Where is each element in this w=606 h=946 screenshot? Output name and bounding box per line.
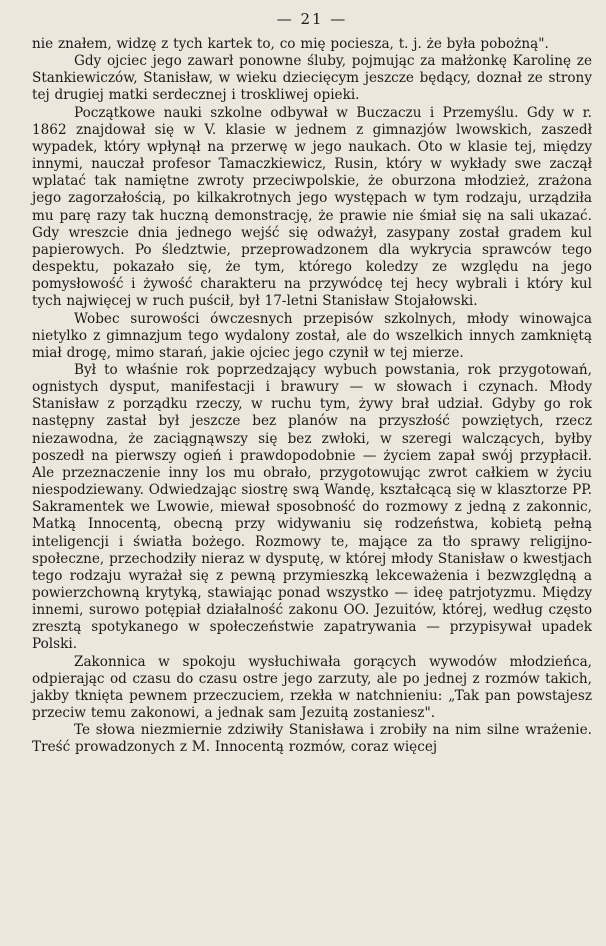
page-number: — 21 — bbox=[276, 10, 348, 28]
paragraph-2: Gdy ojciec jego zawarł ponowne śluby, pojmując za małżonkę Karolinę ze Stankiewiczów, Stanisław, w wieku dziecięcym jeszcze będący, doznał ze strony tej drugiej matki serdecznej i troskliwej opieki. bbox=[32, 53, 592, 104]
paragraph-7: Te słowa niezmiernie zdziwiły Stanisława i zrobiły na nim silne wrażenie. Treść prowadzonych z M. Innocentą rozmów, coraz więcej bbox=[32, 722, 592, 756]
paragraph-3: Początkowe nauki szkolne odbywał w Buczaczu i Przemyślu. Gdy w r. 1862 znajdował się w V. klasie w jednem z gimnazjów lwowskich, zaszedł wypadek, który wpłynął na przerwę w jego naukach. Oto w klasie tej, między innymi, nauczał profesor Tamaczkiewicz, Rusin, który w wykłady swe zaczął wplatać tak namiętne zwroty przeciwpolskie, że oburzona młodzież, zrażona jego zagorzałością, po kilkakrotnych jego występach w tym rodzaju, urządziła mu parę razy tak huczną demonstrację, że prawie nie śmiał się na sali ukazać. Gdy wreszcie dnia jednego wejść się odważył, zasypany został gradem kul papierowych. Po śledztwie, przeprowadzonem dla wykrycia sprawców tego despektu, pokazało się, że tym, którego koledzy ze względu na jego pomysłowość i żywość charakteru na przywódcę tej hecy wybrali i który kul tych najwięcej w ruch puścił, był 17-letni Stanisław Stojałowski. bbox=[32, 104, 592, 310]
paragraph-5: Był to właśnie rok poprzedzający wybuch powstania, rok przygotowań, ognistych dysput, manifestacji i brawury — w słowach i czynach. Młody Stanisław z porządku rzeczy, w ruchu tym, żywy brał udział. Gdyby go rok następny zastał był jeszcze bez planów na przyszłość powziętych, rzecz niezawodna, że zaciągnąwszy się bez zwłoki, w szeregi walczących, byłby poszedł na pierwszy ogień i prawdopodobnie — życiem zapał swój przypłacił. Ale przeznaczenie inny los mu obrało, przygotowując zwrot całkiem w życiu niespodziewany. Odwiedzając siostrę swą Wandę, kształcącą się w klasztorze PP. Sakramentek we Lwowie, miewał sposobność do rozmowy z jedną z zakonnic, Matką Innocentą, obecną przy widywaniu się rodzeństwa, kobietą pełną inteligencji i światła bożego. Rozmowy te, mające za tło sprawy religijno-społeczne, przechodziły nieraz w dysputę, w której młody Stanisław o kwestjach tego rodzaju wyrażał się z pewną przymieszką lekceważenia i bezwzględną a powierzchowną krytyką, stawiając ponad wszystko — ideę patrjotyzmu. Między innemi, surowo potępiał działalność zakonu OO. Jezuitów, której, według często zresztą spotykanego w społeczeństwie zapatrywania — przypisywał upadek Polski. bbox=[32, 361, 592, 653]
paragraph-4: Wobec surowości ówczesnych przepisów szkolnych, młody winowajca nietylko z gimnazjum tego wydalony został, ale do wszelkich innych zamkniętą miał drogę, mimo starań, jakie ojciec jego czynił w tej mierze. bbox=[32, 310, 592, 361]
paragraph-6: Zakonnica w spokoju wysłuchiwała gorących wywodów młodzieńca, odpierając od czasu do czasu ostre jego zarzuty, ale po jednej z rozmów takich, jakby tknięta pewnem przeczuciem, rzekła w natchnieniu: „Tak pan powstajesz przeciw temu zakonowi, a jednak sam Jezuitą zostaniesz". bbox=[32, 653, 592, 722]
paragraph-1: nie znałem, widzę z tych kartek to, co mię pociesza, t. j. że była pobożną". bbox=[32, 36, 549, 52]
